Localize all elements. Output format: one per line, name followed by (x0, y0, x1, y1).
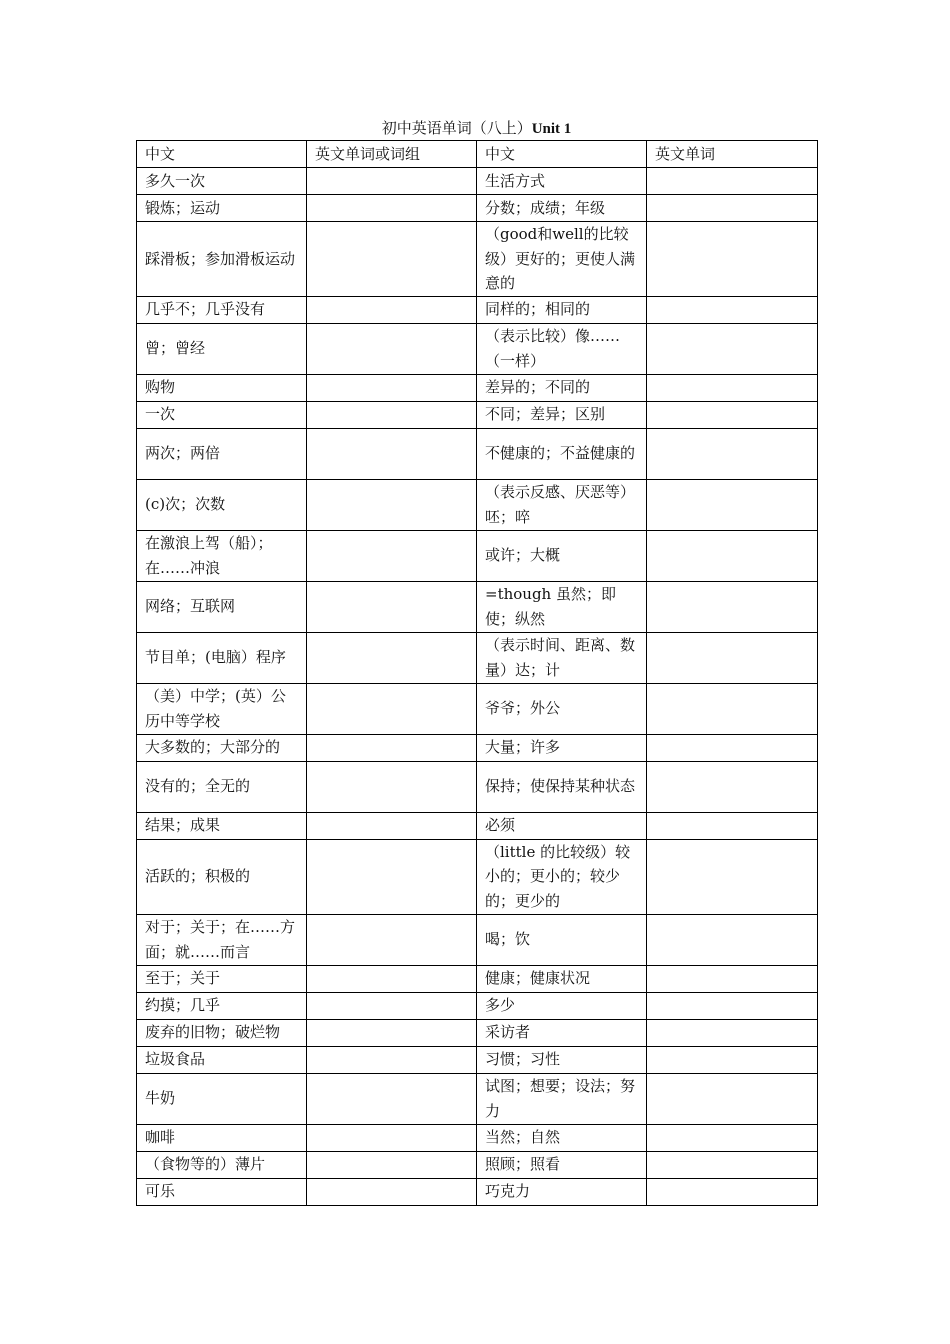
cell-english-answer-left[interactable] (307, 734, 477, 761)
cell-english-answer-right[interactable] (647, 1019, 818, 1046)
cell-english-answer-right[interactable] (647, 734, 818, 761)
cell-chinese-right: 或许；大概 (477, 530, 647, 581)
cell-chinese-right: =though 虽然；即使；纵然 (477, 581, 647, 632)
cell-chinese-right: （表示比较）像……（一样） (477, 323, 647, 374)
table-row (137, 1046, 818, 1073)
cell-chinese-right: 当然；自然 (477, 1124, 647, 1151)
table-row (137, 1073, 818, 1124)
cell-chinese-right: 分数；成绩；年级 (477, 195, 647, 222)
cell-chinese-right: 试图；想要；设法；努力 (477, 1073, 647, 1124)
table-row (137, 1019, 818, 1046)
cell-english-answer-right[interactable] (647, 914, 818, 965)
cell-english-answer-left[interactable] (307, 222, 477, 297)
table-row (137, 965, 818, 992)
cell-chinese-left: 可乐 (137, 1178, 307, 1205)
cell-english-answer-right[interactable] (647, 683, 818, 734)
table-row (137, 734, 818, 761)
table-row (137, 168, 818, 195)
cell-chinese-left: 对于；关于；在……方面；就……而言 (137, 914, 307, 965)
table-row (137, 812, 818, 839)
table-row (137, 195, 818, 222)
cell-chinese-left: 锻炼；运动 (137, 195, 307, 222)
table-row (137, 1124, 818, 1151)
cell-chinese-left: （美）中学；(英）公历中等学校 (137, 683, 307, 734)
table-row (137, 1178, 818, 1205)
cell-chinese-left: 结果；成果 (137, 812, 307, 839)
cell-english-answer-right[interactable] (647, 1046, 818, 1073)
cell-chinese-left: 购物 (137, 374, 307, 401)
document-title (136, 118, 817, 138)
cell-english-answer-left[interactable] (307, 1046, 477, 1073)
cell-chinese-left: 没有的；全无的 (137, 761, 307, 812)
table-row (137, 683, 818, 734)
cell-chinese-right: 大量；许多 (477, 734, 647, 761)
cell-chinese-right: 差异的；不同的 (477, 374, 647, 401)
cell-chinese-right: 巧克力 (477, 1178, 647, 1205)
cell-english-answer-right[interactable] (647, 839, 818, 914)
cell-chinese-right: 喝；饮 (477, 914, 647, 965)
cell-chinese-right: 健康；健康状况 (477, 965, 647, 992)
table-row (137, 992, 818, 1019)
cell-english-answer-left[interactable] (307, 1073, 477, 1124)
header-english-1: 英文单词或词组 (307, 141, 477, 168)
cell-english-answer-right[interactable] (647, 530, 818, 581)
cell-chinese-left: 至于；关于 (137, 965, 307, 992)
cell-chinese-right: （表示反感、厌恶等）呸；啐 (477, 479, 647, 530)
cell-english-answer-right[interactable] (647, 222, 818, 297)
cell-english-answer-right[interactable] (647, 323, 818, 374)
cell-english-answer-right[interactable] (647, 1151, 818, 1178)
cell-english-answer-left[interactable] (307, 401, 477, 428)
table-row (137, 839, 818, 914)
cell-english-answer-left[interactable] (307, 323, 477, 374)
cell-english-answer-left[interactable] (307, 581, 477, 632)
cell-english-answer-left[interactable] (307, 296, 477, 323)
cell-chinese-left: 节目单；(电脑）程序 (137, 632, 307, 683)
cell-chinese-right: （表示时间、距离、数量）达；计 (477, 632, 647, 683)
cell-chinese-right: 多少 (477, 992, 647, 1019)
cell-chinese-right: 习惯；习性 (477, 1046, 647, 1073)
title-unit: Unit 1 (531, 121, 572, 137)
cell-english-answer-right[interactable] (647, 479, 818, 530)
table-row (137, 401, 818, 428)
cell-chinese-left: 活跃的；积极的 (137, 839, 307, 914)
cell-english-answer-left[interactable] (307, 1151, 477, 1178)
table-row (137, 632, 818, 683)
cell-english-answer-right[interactable] (647, 296, 818, 323)
cell-english-answer-left[interactable] (307, 1178, 477, 1205)
table-row (137, 1151, 818, 1178)
table-row (137, 222, 818, 297)
cell-chinese-left: (c)次；次数 (137, 479, 307, 530)
cell-english-answer-left[interactable] (307, 632, 477, 683)
cell-chinese-right: 采访者 (477, 1019, 647, 1046)
cell-chinese-left: 牛奶 (137, 1073, 307, 1124)
cell-chinese-left: （食物等的）薄片 (137, 1151, 307, 1178)
cell-english-answer-left[interactable] (307, 195, 477, 222)
cell-english-answer-left[interactable] (307, 168, 477, 195)
table-row (137, 428, 818, 479)
cell-chinese-right: 爷爷；外公 (477, 683, 647, 734)
cell-english-answer-right[interactable] (647, 761, 818, 812)
table-row (137, 581, 818, 632)
table-header-row (137, 141, 818, 168)
cell-chinese-left: 曾；曾经 (137, 323, 307, 374)
cell-english-answer-left[interactable] (307, 965, 477, 992)
cell-english-answer-left[interactable] (307, 914, 477, 965)
cell-chinese-right: （good和well的比较级）更好的；更使人满意的 (477, 222, 647, 297)
cell-english-answer-right[interactable] (647, 812, 818, 839)
header-english-2: 英文单词 (647, 141, 818, 168)
cell-english-answer-left[interactable] (307, 812, 477, 839)
cell-chinese-right: 照顾；照看 (477, 1151, 647, 1178)
cell-chinese-right: 不健康的；不益健康的 (477, 428, 647, 479)
cell-chinese-right: （little 的比较级）较小的；更小的；较少的；更少的 (477, 839, 647, 914)
cell-chinese-right: 同样的；相同的 (477, 296, 647, 323)
cell-chinese-left: 大多数的；大部分的 (137, 734, 307, 761)
cell-english-answer-right[interactable] (647, 965, 818, 992)
cell-english-answer-left[interactable] (307, 530, 477, 581)
cell-chinese-left: 两次；两倍 (137, 428, 307, 479)
table-row (137, 761, 818, 812)
cell-english-answer-right[interactable] (647, 1178, 818, 1205)
cell-chinese-left: 多久一次 (137, 168, 307, 195)
cell-english-answer-right[interactable] (647, 632, 818, 683)
cell-english-answer-right[interactable] (647, 1124, 818, 1151)
vocabulary-table (136, 140, 818, 1206)
cell-chinese-left: 几乎不；几乎没有 (137, 296, 307, 323)
title-text: 初中英语单词（八上） (381, 119, 532, 137)
cell-english-answer-left[interactable] (307, 992, 477, 1019)
cell-english-answer-right[interactable] (647, 992, 818, 1019)
cell-english-answer-left[interactable] (307, 839, 477, 914)
cell-chinese-right: 生活方式 (477, 168, 647, 195)
table-row (137, 914, 818, 965)
table-row (137, 323, 818, 374)
cell-english-answer-left[interactable] (307, 374, 477, 401)
cell-english-answer-right[interactable] (647, 581, 818, 632)
cell-english-answer-left[interactable] (307, 428, 477, 479)
table-row (137, 296, 818, 323)
cell-chinese-left: 垃圾食品 (137, 1046, 307, 1073)
cell-chinese-left: 约摸；几乎 (137, 992, 307, 1019)
cell-chinese-left: 网络；互联网 (137, 581, 307, 632)
cell-english-answer-right[interactable] (647, 168, 818, 195)
cell-chinese-left: 废弃的旧物；破烂物 (137, 1019, 307, 1046)
cell-chinese-left: 踩滑板；参加滑板运动 (137, 222, 307, 297)
cell-chinese-left: 一次 (137, 401, 307, 428)
cell-english-answer-left[interactable] (307, 683, 477, 734)
cell-english-answer-left[interactable] (307, 761, 477, 812)
cell-chinese-left: 在激浪上驾（船）；在……冲浪 (137, 530, 307, 581)
cell-chinese-right: 保持；使保持某种状态 (477, 761, 647, 812)
cell-english-answer-right[interactable] (647, 374, 818, 401)
cell-english-answer-right[interactable] (647, 1073, 818, 1124)
cell-english-answer-left[interactable] (307, 1124, 477, 1151)
table-row (137, 374, 818, 401)
cell-english-answer-right[interactable] (647, 428, 818, 479)
table-row (137, 530, 818, 581)
cell-english-answer-right[interactable] (647, 401, 818, 428)
cell-english-answer-left[interactable] (307, 479, 477, 530)
table-row (137, 479, 818, 530)
header-chinese-2: 中文 (477, 141, 647, 168)
cell-english-answer-left[interactable] (307, 1019, 477, 1046)
header-chinese-1: 中文 (137, 141, 307, 168)
cell-chinese-left: 咖啡 (137, 1124, 307, 1151)
cell-chinese-right: 不同；差异；区别 (477, 401, 647, 428)
cell-chinese-right: 必须 (477, 812, 647, 839)
cell-english-answer-right[interactable] (647, 195, 818, 222)
